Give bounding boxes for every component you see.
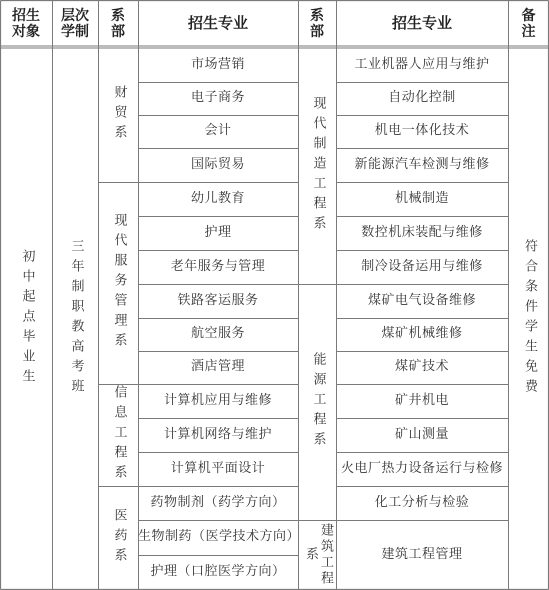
major-cell: 酒店管理: [190, 359, 245, 375]
major-cell: 新能源汽车检测与维修: [354, 156, 490, 172]
dept-cell: 能源工程系: [310, 352, 326, 452]
major-cell: 火电厂热力设备运行与检修: [340, 460, 503, 476]
header-level: 层次 学制: [61, 7, 89, 40]
header-target: 招生 对象: [12, 7, 40, 40]
major-cell: 计算机应用与维修: [163, 392, 272, 408]
dept-cell: 医药系: [111, 508, 127, 568]
dept-cell: 信息工程系: [111, 385, 127, 485]
header-dept-right: 系 部: [310, 7, 324, 40]
major-cell: 矿山测量: [394, 426, 449, 442]
major-cell: 生物制药（医学技术方向）: [138, 529, 301, 545]
header-major-right: 招生专业: [391, 14, 452, 33]
major-cell: 航空服务: [190, 326, 245, 342]
major-cell: 计算机平面设计: [170, 460, 266, 476]
level-value: 三年制职教高考班: [68, 239, 84, 399]
major-cell: 幼儿教育: [190, 190, 245, 206]
major-cell: 电子商务: [190, 90, 245, 106]
major-cell: 会计: [204, 123, 232, 139]
dept-cell: 现代服务管理系: [111, 213, 127, 353]
header-dept-left: 系 部: [111, 7, 125, 40]
major-cell: 矿井机电: [394, 392, 449, 408]
header-remark: 备 注: [521, 7, 536, 40]
major-cell: 国际贸易: [190, 156, 245, 172]
major-cell: 计算机网络与维护: [163, 426, 272, 442]
major-cell: 机械制造: [394, 190, 449, 206]
major-cell: 护理: [204, 224, 232, 240]
major-cell: 药物制剂（药学方向）: [150, 494, 286, 510]
major-cell: 煤矿电气设备维修: [367, 292, 476, 308]
remark-value: 符合条件学生免费: [521, 239, 537, 399]
dept-cell: 建筑工程系: [303, 523, 333, 587]
major-cell: 煤矿技术: [394, 359, 449, 375]
major-cell: 自动化控制: [388, 90, 456, 106]
dept-cell: 财贸系: [111, 85, 127, 145]
major-cell: 制冷设备运用与维修: [361, 258, 483, 274]
header-major-left: 招生专业: [187, 14, 248, 33]
major-cell: 建筑工程管理: [381, 546, 463, 562]
target-value: 初中起点毕业生: [19, 249, 35, 389]
major-cell: 铁路客运服务: [177, 292, 259, 308]
major-cell: 市场营销: [190, 56, 245, 72]
dept-cell: 现代制造工程系: [310, 96, 326, 236]
major-cell: 数控机床装配与维修: [361, 224, 483, 240]
major-cell: 护理（口腔医学方向）: [150, 564, 286, 580]
major-cell: 工业机器人应用与维护: [354, 56, 490, 72]
major-cell: 老年服务与管理: [170, 258, 266, 274]
major-cell: 机电一体化技术: [374, 123, 470, 139]
major-cell: 煤矿机械维修: [381, 326, 463, 342]
major-cell: 化工分析与检验: [374, 494, 470, 510]
